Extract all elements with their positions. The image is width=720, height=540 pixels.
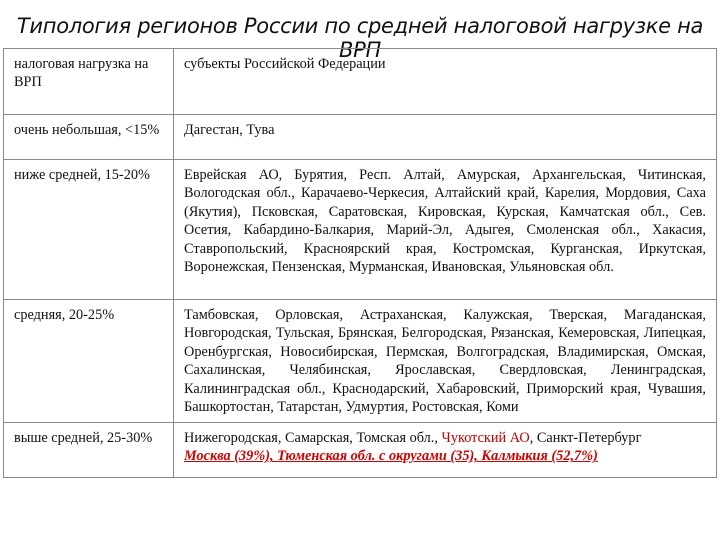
table-row [4,115,717,160]
tax-level: средняя, 20-25% [4,300,174,423]
tax-level: ниже средней, 15-20% [4,160,174,300]
regions-list [174,423,717,478]
regions-text: Нижегородская, Самарская, Томская обл., [184,430,442,446]
regions-list: Тамбовская, Орловская, Астраханская, Калужская, Тверская, Магаданская, Новгородская, Тульская, Брянская, Белгородская, Рязанская, Кемеровская, Липецкая, Оренбургская, Новосибирская, Пермская, Волгоградская, Владимирская, Омская, Сахалинская, Челябинская, Ярославская, Свердловская, Ленинградская, Калининградская обл., Краснодарский, Хабаровский, Приморский края, Чувашия, Башкортостан, Татарстан, Удмуртия, Ростовская, Коми [174,300,717,423]
regions-red-text: Чукотский АО [441,430,530,446]
header-regions: субъекты Российской Федерации [174,49,717,115]
table-row [4,423,717,478]
regions-text: , Санкт-Петербург [529,430,642,446]
tax-level: выше средней, 25-30% [4,423,174,478]
table-header-row [4,49,717,115]
header-tax-burden: налоговая нагрузка на ВРП [4,49,174,115]
regions-list: Еврейская АО, Бурятия, Респ. Алтай, Амурская, Архангельская, Читинская, Вологодская обл., Карачаево-Черкесия, Алтайский край, Карелия, Мордовия, Саха (Якутия), Псковская, Саратовская, Кировская, Курская, Камчатская обл., Сев. Осетия, Кабардино-Балкария, Марий-Эл, Адыгея, Смоленская обл., Хакасия, Ставропольский, Красноярский края, Костромская, Курганская, Иркутская, Воронежская, Пензенская, Мурманская, Ивановская, Ульяновская обл. [174,160,717,300]
tax-level: очень небольшая, <15% [4,115,174,160]
regions-highlight-text: Москва (39%), Тюменская обл. с округами (35), Калмыкия (52,7%) [184,448,598,465]
table-row [4,300,717,423]
slide-title: Типология регионов России по средней налоговой нагрузке на ВРП [16,14,704,62]
regions-list: Дагестан, Тува [174,115,717,160]
typology-table [3,48,717,478]
table-row [4,160,717,300]
